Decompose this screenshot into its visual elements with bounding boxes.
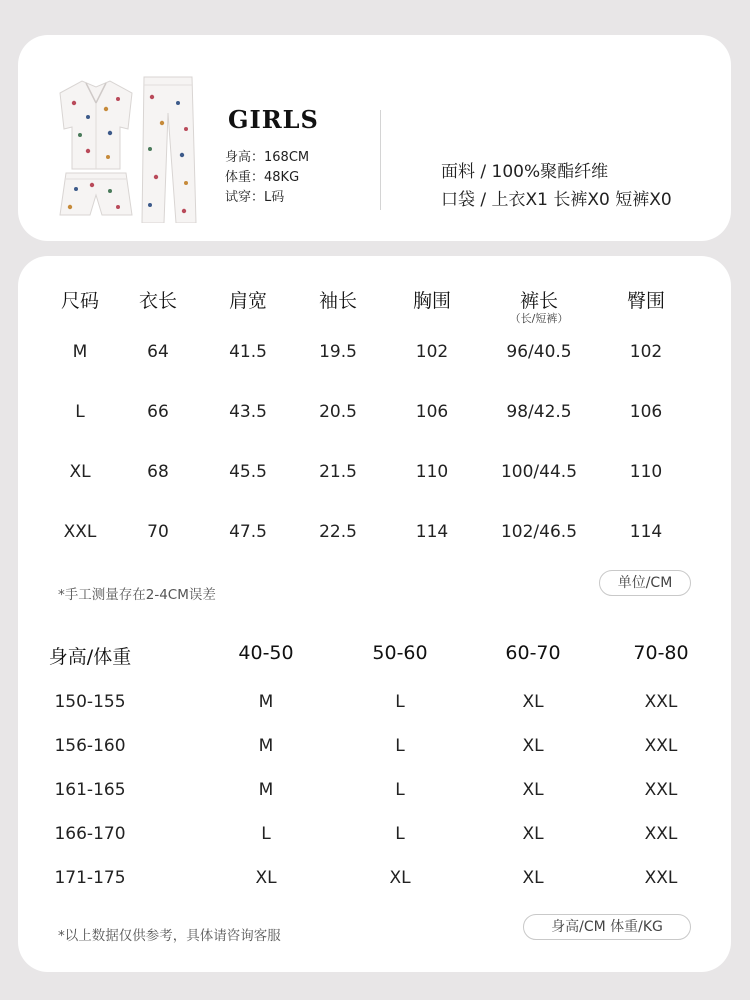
measure-note: *手工测量存在2-4CM误差 <box>58 587 216 603</box>
model-info <box>225 148 309 208</box>
size-cell: XXL <box>63 522 97 542</box>
size-chart-card <box>18 256 731 972</box>
size-cell: 98/42.5 <box>506 402 572 422</box>
recommend-cell: XL <box>522 868 544 888</box>
size-cell: 21.5 <box>319 462 357 482</box>
size-cell: 110 <box>415 462 449 482</box>
recommend-cell: XXL <box>644 868 678 888</box>
product-info-card <box>18 35 731 241</box>
recommend-cell: L <box>395 780 405 800</box>
fabric-info <box>441 158 672 214</box>
divider <box>380 110 381 210</box>
recommend-cell: XXL <box>644 824 678 844</box>
size-header-6: 臀围 <box>626 290 666 312</box>
recommend-cell: 161-165 <box>54 780 126 800</box>
size-cell: XL <box>69 462 91 482</box>
brand-title: GIRLS <box>228 105 319 134</box>
recommend-cell: L <box>395 692 405 712</box>
size-cell: 20.5 <box>319 402 357 422</box>
recommend-cell: L <box>261 824 271 844</box>
size-header-0: 尺码 <box>60 290 100 312</box>
recommend-cell: XL <box>522 736 544 756</box>
pants-subheader: （长/短裤） <box>509 312 569 325</box>
fabric-line: 面料 / 100%聚酯纤维 <box>441 162 609 182</box>
pockets-line: 口袋 / 上衣X1 长裤X0 短裤X0 <box>441 190 672 210</box>
size-cell: 110 <box>629 462 663 482</box>
size-cell: M <box>72 342 88 362</box>
size-cell: 102 <box>629 342 663 362</box>
size-cell: 106 <box>415 402 449 422</box>
recommend-cell: L <box>395 824 405 844</box>
recommend-header-3: 60-70 <box>505 642 561 664</box>
recommend-cell: XL <box>522 780 544 800</box>
recommend-cell: XL <box>522 824 544 844</box>
size-cell: 22.5 <box>319 522 357 542</box>
recommend-cell: XL <box>389 868 411 888</box>
recommend-cell: 171-175 <box>54 868 126 888</box>
size-header-2: 肩宽 <box>228 290 268 312</box>
size-cell: 19.5 <box>319 342 357 362</box>
recommend-cell: M <box>258 736 274 756</box>
recommend-header-4: 70-80 <box>633 642 689 664</box>
recommend-cell: L <box>395 736 405 756</box>
size-cell: 70 <box>147 522 169 542</box>
unit-badge: 单位/CM <box>599 570 691 596</box>
size-cell: 114 <box>415 522 449 542</box>
size-cell: 114 <box>629 522 663 542</box>
recommend-cell: XXL <box>644 692 678 712</box>
size-cell: 66 <box>147 402 169 422</box>
size-header-4: 胸围 <box>412 290 452 312</box>
recommend-cell: 166-170 <box>54 824 126 844</box>
model-height: 身高：168CM <box>225 150 310 165</box>
recommend-header-1: 40-50 <box>238 642 294 664</box>
size-cell: 64 <box>147 342 169 362</box>
recommend-table <box>18 256 731 972</box>
recommend-cell: XXL <box>644 736 678 756</box>
recommend-cell: XL <box>522 692 544 712</box>
model-fit: 试穿：L码 <box>225 190 285 205</box>
size-cell: 45.5 <box>229 462 267 482</box>
size-cell: 43.5 <box>229 402 267 422</box>
size-header-3: 袖长 <box>318 290 358 312</box>
recommend-cell: XL <box>255 868 277 888</box>
recommend-cell: 156-160 <box>54 736 126 756</box>
recommend-cell: M <box>258 780 274 800</box>
reference-note: *以上数据仅供参考，具体请咨询客服 <box>58 928 281 944</box>
size-header-5: 裤长 <box>519 290 559 312</box>
recommend-cell: XXL <box>644 780 678 800</box>
size-cell: L <box>75 402 85 422</box>
size-cell: 102/46.5 <box>500 522 578 542</box>
pajama-set-image <box>52 73 202 223</box>
size-cell: 41.5 <box>229 342 267 362</box>
size-cell: 102 <box>415 342 449 362</box>
recommend-cell: 150-155 <box>54 692 126 712</box>
size-cell: 68 <box>147 462 169 482</box>
size-cell: 100/44.5 <box>500 462 578 482</box>
recommend-header-2: 50-60 <box>372 642 428 664</box>
size-cell: 96/40.5 <box>506 342 572 362</box>
size-cell: 47.5 <box>229 522 267 542</box>
model-weight: 体重：48KG <box>225 170 300 185</box>
recommend-cell: M <box>258 692 274 712</box>
size-header-1: 衣长 <box>138 290 178 312</box>
size-cell: 106 <box>629 402 663 422</box>
unit-badge-recommend: 身高/CM 体重/KG <box>523 914 691 940</box>
recommend-header-0: 身高/体重 <box>48 646 132 668</box>
